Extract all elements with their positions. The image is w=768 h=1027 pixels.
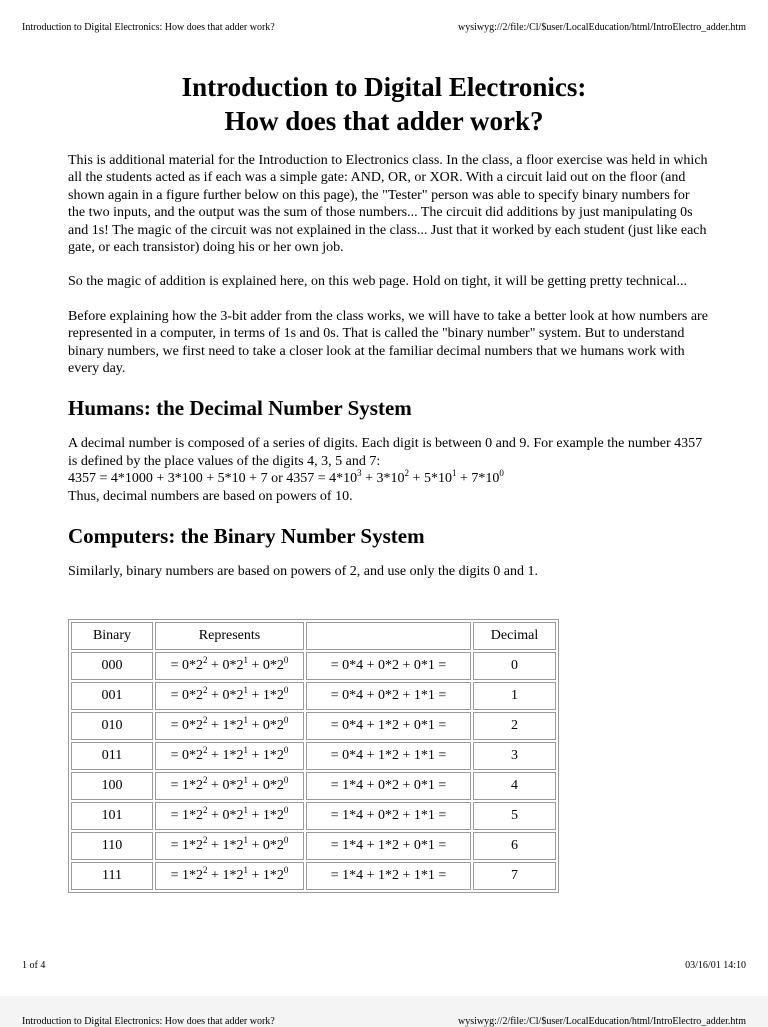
decimal-cell: 3 xyxy=(473,742,556,770)
expanded-cell: = 1*4 + 1*2 + 0*1 = xyxy=(306,832,471,860)
print-timestamp: 03/16/01 14:10 xyxy=(685,960,746,971)
represents-cell: = $0*2^2 + 0*2^1 + 0*2^0$ xyxy=(155,652,304,680)
expanded-cell: = 1*4 + 0*2 + 1*1 = xyxy=(306,802,471,830)
column-header: Represents xyxy=(155,622,304,650)
decimal-cell: 4 xyxy=(473,772,556,800)
decimal-cell: 6 xyxy=(473,832,556,860)
table-row xyxy=(71,712,556,740)
column-header: Decimal xyxy=(473,622,556,650)
represents-cell: = $0*2^2 + 1*2^1 + 0*2^0$ xyxy=(155,712,304,740)
decimal-cell: 2 xyxy=(473,712,556,740)
table-row xyxy=(71,682,556,710)
page-counter: 1 of 4 xyxy=(22,960,46,971)
binary-cell: 110 xyxy=(71,832,153,860)
table-row xyxy=(71,862,556,890)
represents-cell: = $1*2^2 + 0*2^1 + 1*2^0$ xyxy=(155,802,304,830)
table-row xyxy=(71,742,556,770)
binary-cell: 011 xyxy=(71,742,153,770)
table-header-row xyxy=(71,622,556,650)
intro-paragraph-1: This is additional material for the Introduction to Electronics class. In the class, a floor exercise was held in which all the students acted as if each was a simple gate: AND, OR, or XOR. With a circuit laid out on the floor (and shown again in a figure further below on this page), the "Tester" person was able to specify binary numbers for the two inputs, and the output was the sum of those numbers... The circuit did additions by just manipulating 0s and 1s! The magic of the circuit was not explained in the class... Just that it worked by each student (just like each gate, or each transistor) doing his or her own job. xyxy=(68,153,708,256)
expanded-cell: = 1*4 + 0*2 + 0*1 = xyxy=(306,772,471,800)
binary-cell: 101 xyxy=(71,802,153,830)
column-header: Binary xyxy=(71,622,153,650)
decimal-cell: 1 xyxy=(473,682,556,710)
decimal-cell: 0 xyxy=(473,652,556,680)
table-row xyxy=(71,802,556,830)
next-page-header-title: Introduction to Digital Electronics: How does that adder work? xyxy=(22,1016,275,1027)
page-title xyxy=(0,70,768,138)
intro-paragraph-3: Before explaining how the 3-bit adder from the class works, we will have to take a better look at how numbers are represented in a computer, in terms of 1s and 0s. That is called the "binary number" system. But to understand binary numbers, we first need to take a closer look at the familiar decimal numbers that we humans work with every day. xyxy=(68,308,708,377)
print-header-title: Introduction to Digital Electronics: How does that adder work? xyxy=(22,22,275,33)
binary-cell: 001 xyxy=(71,682,153,710)
decimal-paragraph: A decimal number is composed of a series of digits. Each digit is between 0 and 9. For example the number 4357 is defined by the place values of the digits 4, 3, 5 and 7: xyxy=(68,436,703,469)
print-header-url: wysiwyg://2/file:/Cl/$user/LocalEducation/html/IntroElectro_adder.htm xyxy=(458,22,746,33)
binary-section-heading: Computers: the Binary Number System xyxy=(68,524,425,549)
represents-cell: = $0*2^2 + 1*2^1 + 1*2^0$ xyxy=(155,742,304,770)
expanded-cell: = 1*4 + 1*2 + 1*1 = xyxy=(306,862,471,890)
page-title-line2: How does that adder work? xyxy=(224,106,544,136)
next-page-header-url: wysiwyg://2/file:/Cl/$user/LocalEducation/html/IntroElectro_adder.htm xyxy=(458,1016,746,1027)
expanded-cell: = 0*4 + 1*2 + 0*1 = xyxy=(306,712,471,740)
table-row xyxy=(71,652,556,680)
binary-cell: 010 xyxy=(71,712,153,740)
decimal-cell: 7 xyxy=(473,862,556,890)
represents-cell: = $1*2^2 + 0*2^1 + 0*2^0$ xyxy=(155,772,304,800)
represents-cell: = $1*2^2 + 1*2^1 + 1*2^0$ xyxy=(155,862,304,890)
decimal-conclusion: Thus, decimal numbers are based on powers of 10. xyxy=(68,488,353,504)
decimal-section-heading: Humans: the Decimal Number System xyxy=(68,396,412,421)
decimal-cell: 5 xyxy=(473,802,556,830)
binary-cell: 111 xyxy=(71,862,153,890)
expanded-cell: = 0*4 + 0*2 + 0*1 = xyxy=(306,652,471,680)
column-header xyxy=(306,622,471,650)
expanded-cell: = 0*4 + 0*2 + 1*1 = xyxy=(306,682,471,710)
table-row xyxy=(71,772,556,800)
binary-paragraph: Similarly, binary numbers are based on powers of 2, and use only the digits 0 and 1. xyxy=(68,564,538,580)
page-title-line1: Introduction to Digital Electronics: xyxy=(181,72,587,102)
binary-table xyxy=(68,619,559,893)
expanded-cell: = 0*4 + 1*2 + 1*1 = xyxy=(306,742,471,770)
binary-cell: 000 xyxy=(71,652,153,680)
binary-cell: 100 xyxy=(71,772,153,800)
article-body xyxy=(68,152,708,581)
table-row xyxy=(71,832,556,860)
decimal-equation: 4357 = 4*1000 + 3*100 + 5*10 + 7 or $4357 = 4*10^3 + 3*10^2 + 5*10^1 + 7*10^0$ xyxy=(68,468,504,487)
represents-cell: = $1*2^2 + 1*2^1 + 0*2^0$ xyxy=(155,832,304,860)
represents-cell: = $0*2^2 + 0*2^1 + 1*2^0$ xyxy=(155,682,304,710)
intro-paragraph-2: So the magic of addition is explained here, on this web page. Hold on tight, it will be getting pretty technical... xyxy=(68,274,687,290)
